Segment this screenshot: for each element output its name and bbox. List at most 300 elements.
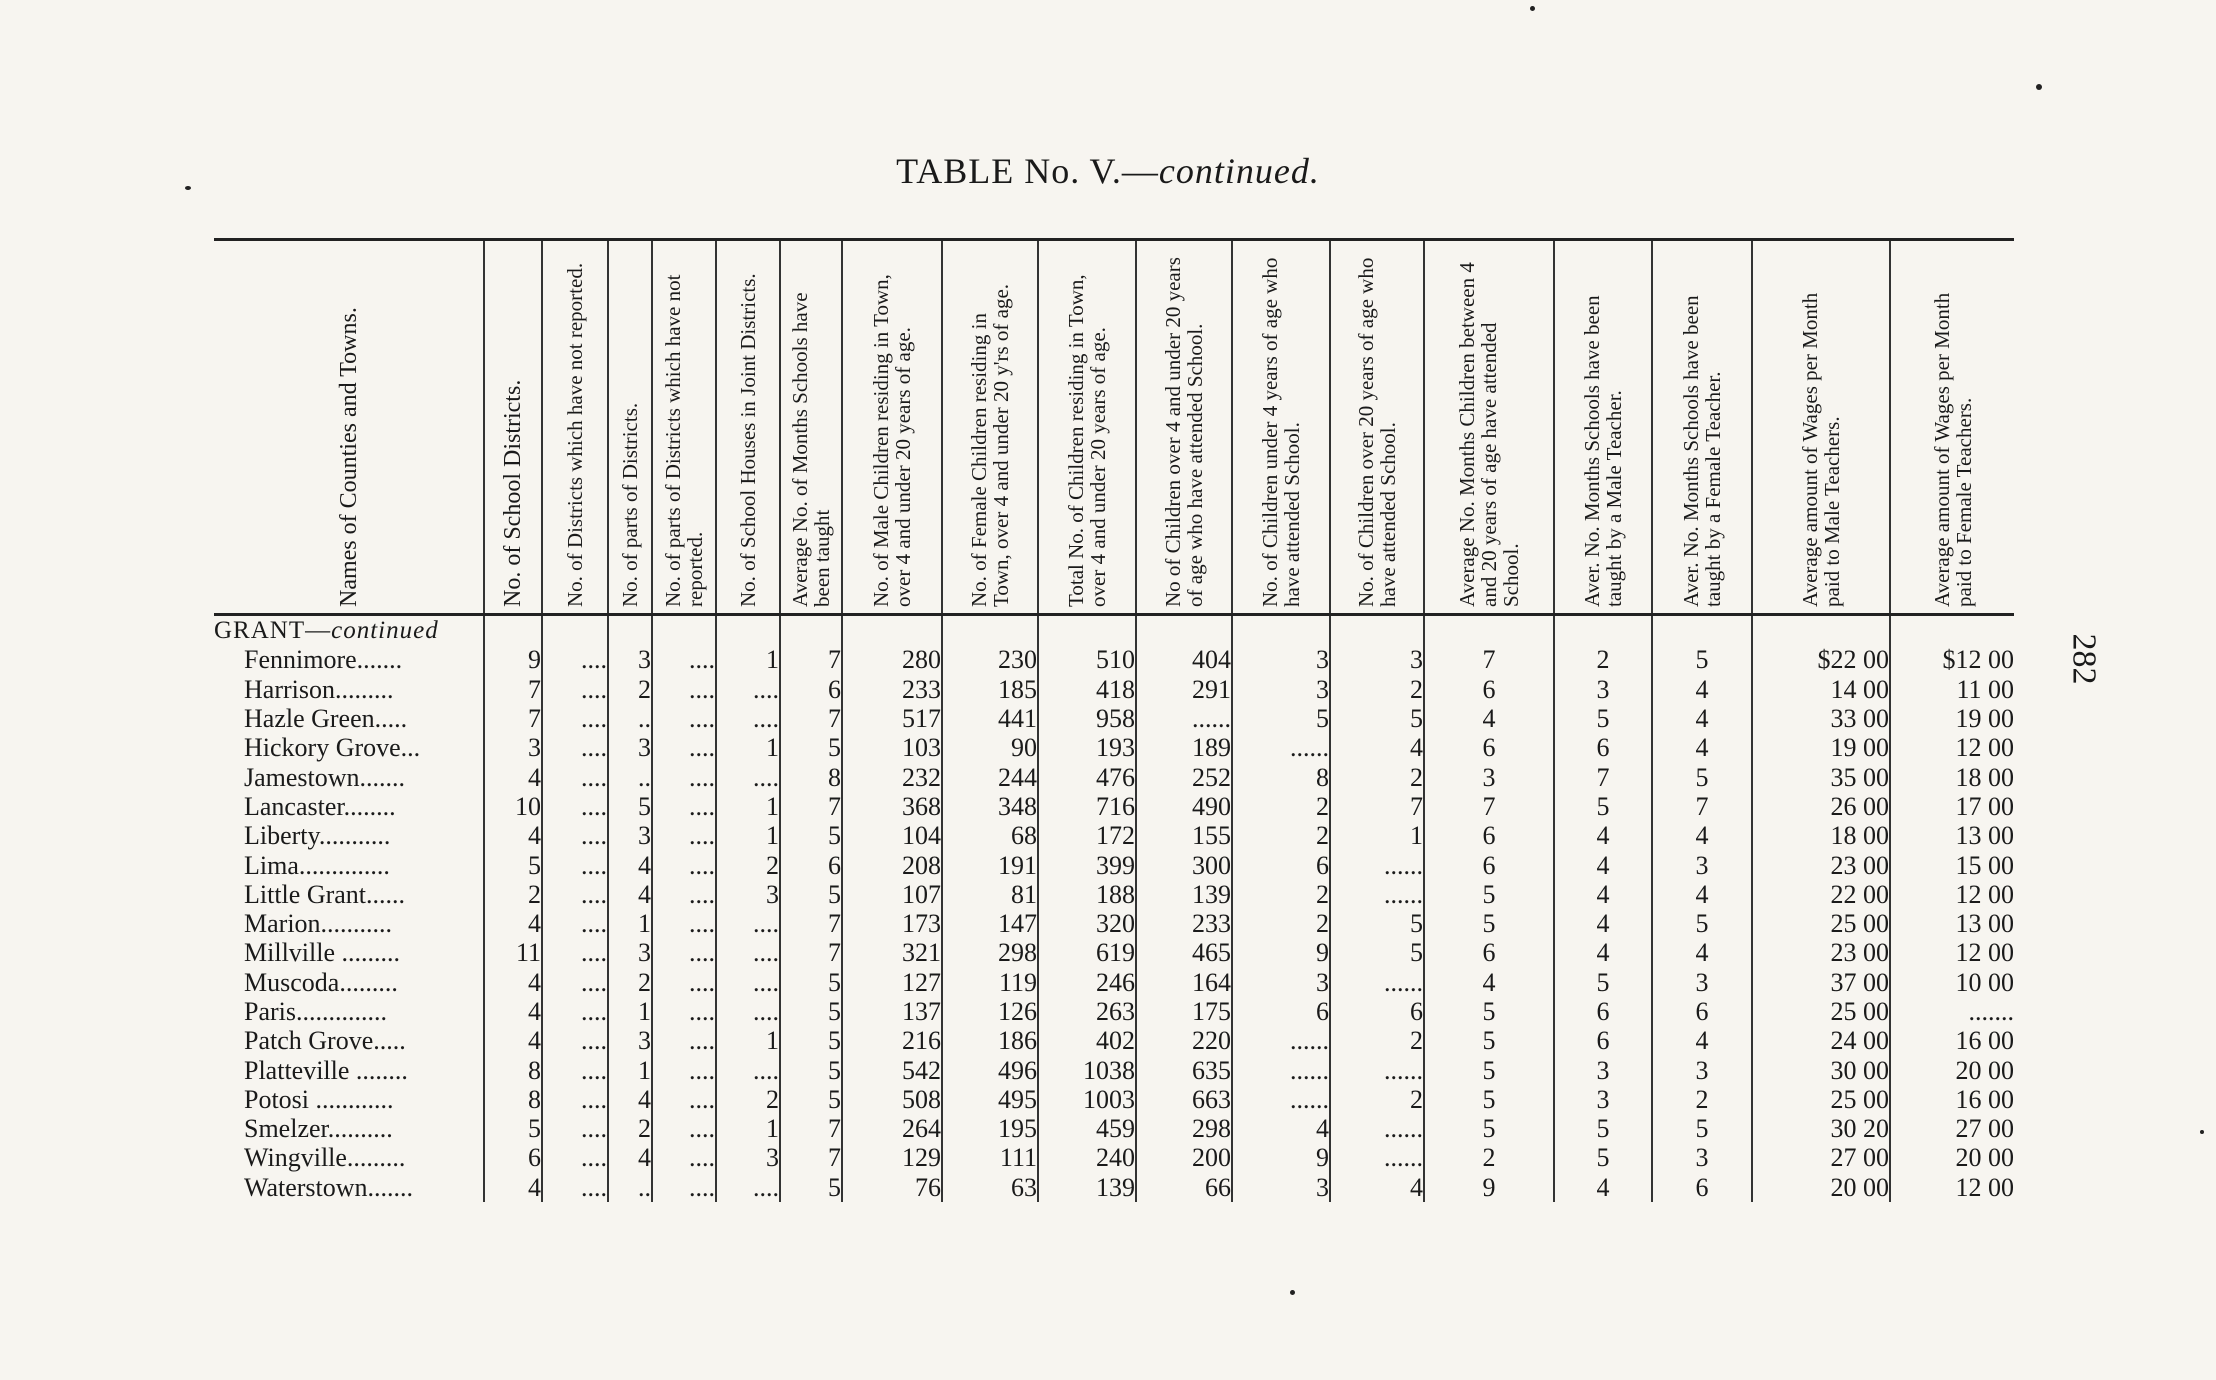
wages-male-cell: 22 00 xyxy=(1752,880,1890,909)
children-attended-cell: 189 xyxy=(1136,733,1232,762)
wages-male-cell: 30 00 xyxy=(1752,1055,1890,1084)
table-row xyxy=(214,733,2014,762)
joint-school-houses-cell: .... xyxy=(716,1055,780,1084)
school-districts-cell: 8 xyxy=(484,1055,542,1084)
months-female-teacher-cell: 4 xyxy=(1652,704,1752,733)
table-row xyxy=(214,1026,2014,1055)
table-row xyxy=(214,938,2014,967)
avg-months-taught-cell: 7 xyxy=(780,909,842,938)
school-districts-cell: 7 xyxy=(484,675,542,704)
parts-not-reported-cell: .... xyxy=(652,645,716,674)
male-children-cell: 368 xyxy=(842,792,942,821)
male-children-cell: 321 xyxy=(842,938,942,967)
avg-months-taught-cell: 5 xyxy=(780,733,842,762)
joint-school-houses-cell: .... xyxy=(716,762,780,791)
male-children-cell: 103 xyxy=(842,733,942,762)
group-row xyxy=(214,615,2014,646)
school-districts-cell: 4 xyxy=(484,1173,542,1202)
female-children-cell: 191 xyxy=(942,850,1038,879)
table-body xyxy=(214,615,2014,1202)
children-attended-cell: 291 xyxy=(1136,675,1232,704)
months-female-teacher-cell: 5 xyxy=(1652,645,1752,674)
over-20-attended-cell: 2 xyxy=(1330,675,1424,704)
avg-months-attended-cell: 5 xyxy=(1424,909,1554,938)
table-row xyxy=(214,968,2014,997)
page-title: TABLE No. V.—continued. xyxy=(896,151,1320,191)
total-children-cell: 476 xyxy=(1038,762,1136,791)
joint-school-houses-cell: .... xyxy=(716,1173,780,1202)
children-attended-cell: 465 xyxy=(1136,938,1232,967)
column-header: No. of Children over 20 years of age who have attended School. xyxy=(1330,240,1424,615)
under-4-attended-cell: ...... xyxy=(1232,1085,1330,1114)
avg-months-attended-cell: 5 xyxy=(1424,880,1554,909)
districts-not-reported-cell: .... xyxy=(542,938,608,967)
column-header: Average No. of Months Schools have been taught xyxy=(780,240,842,615)
over-20-attended-cell: 2 xyxy=(1330,1085,1424,1114)
joint-school-houses-cell: 1 xyxy=(716,821,780,850)
wages-female-cell: 17 00 xyxy=(1890,792,2014,821)
column-header: Average No. Months Children between 4 and 20 years of age have attended School. xyxy=(1424,240,1554,615)
parts-of-districts-cell: 4 xyxy=(608,1143,652,1172)
joint-school-houses-cell: 1 xyxy=(716,1114,780,1143)
school-districts-cell: 7 xyxy=(484,704,542,733)
children-attended-cell: 139 xyxy=(1136,880,1232,909)
months-female-teacher-cell: 4 xyxy=(1652,938,1752,967)
parts-not-reported-cell: .... xyxy=(652,997,716,1026)
under-4-attended-cell: 4 xyxy=(1232,1114,1330,1143)
town-name-cell: Muscoda......... xyxy=(244,967,398,997)
wages-male-cell: 37 00 xyxy=(1752,968,1890,997)
joint-school-houses-cell: .... xyxy=(716,704,780,733)
ink-speck xyxy=(2200,1130,2204,1134)
female-children-cell: 111 xyxy=(942,1143,1038,1172)
parts-of-districts-cell: 2 xyxy=(608,1114,652,1143)
female-children-cell: 63 xyxy=(942,1173,1038,1202)
total-children-cell: 418 xyxy=(1038,675,1136,704)
months-female-teacher-cell: 5 xyxy=(1652,1114,1752,1143)
parts-of-districts-cell: 2 xyxy=(608,675,652,704)
avg-months-attended-cell: 6 xyxy=(1424,821,1554,850)
avg-months-taught-cell: 5 xyxy=(780,968,842,997)
avg-months-taught-cell: 5 xyxy=(780,821,842,850)
under-4-attended-cell: 5 xyxy=(1232,704,1330,733)
districts-not-reported-cell: .... xyxy=(542,1114,608,1143)
children-attended-cell: 252 xyxy=(1136,762,1232,791)
months-female-teacher-cell: 3 xyxy=(1652,1143,1752,1172)
under-4-attended-cell: ...... xyxy=(1232,1055,1330,1084)
districts-not-reported-cell: .... xyxy=(542,1055,608,1084)
table-row xyxy=(214,792,2014,821)
school-districts-cell: 8 xyxy=(484,1085,542,1114)
wages-female-cell: 19 00 xyxy=(1890,704,2014,733)
children-attended-cell: 200 xyxy=(1136,1143,1232,1172)
months-male-teacher-cell: 7 xyxy=(1554,762,1652,791)
months-female-teacher-cell: 4 xyxy=(1652,1026,1752,1055)
months-male-teacher-cell: 3 xyxy=(1554,1085,1652,1114)
ink-speck xyxy=(2036,84,2042,90)
town-name-cell: Marion........... xyxy=(244,909,393,939)
avg-months-attended-cell: 6 xyxy=(1424,938,1554,967)
months-female-teacher-cell: 5 xyxy=(1652,909,1752,938)
districts-not-reported-cell: .... xyxy=(542,1085,608,1114)
over-20-attended-cell: 2 xyxy=(1330,1026,1424,1055)
total-children-cell: 1003 xyxy=(1038,1085,1136,1114)
children-attended-cell: 404 xyxy=(1136,645,1232,674)
months-male-teacher-cell: 3 xyxy=(1554,1055,1652,1084)
wages-female-cell: 16 00 xyxy=(1890,1085,2014,1114)
under-4-attended-cell: ...... xyxy=(1232,733,1330,762)
ink-speck xyxy=(1290,1290,1295,1295)
months-female-teacher-cell: 6 xyxy=(1652,997,1752,1026)
column-header: No. of Female Children residing in Town, over 4 and under 20 y'rs of age. xyxy=(942,240,1038,615)
children-attended-cell: 175 xyxy=(1136,997,1232,1026)
months-female-teacher-cell: 3 xyxy=(1652,1055,1752,1084)
male-children-cell: 127 xyxy=(842,968,942,997)
districts-not-reported-cell: .... xyxy=(542,704,608,733)
wages-female-cell: 20 00 xyxy=(1890,1143,2014,1172)
wages-female-cell: 12 00 xyxy=(1890,733,2014,762)
total-children-cell: 1038 xyxy=(1038,1055,1136,1084)
parts-not-reported-cell: .... xyxy=(652,968,716,997)
table-row xyxy=(214,762,2014,791)
column-header: Average amount of Wages per Month paid to Male Teachers. xyxy=(1752,240,1890,615)
parts-not-reported-cell: .... xyxy=(652,1173,716,1202)
months-female-teacher-cell: 3 xyxy=(1652,968,1752,997)
months-female-teacher-cell: 5 xyxy=(1652,762,1752,791)
wages-female-cell: 11 00 xyxy=(1890,675,2014,704)
districts-not-reported-cell: .... xyxy=(542,850,608,879)
children-attended-cell: 298 xyxy=(1136,1114,1232,1143)
wages-female-cell: ....... xyxy=(1890,997,2014,1026)
wages-male-cell: 25 00 xyxy=(1752,1085,1890,1114)
table-row xyxy=(214,704,2014,733)
school-districts-cell: 4 xyxy=(484,968,542,997)
town-name-cell: Fennimore....... xyxy=(244,645,403,675)
avg-months-taught-cell: 5 xyxy=(780,997,842,1026)
table-row xyxy=(214,1143,2014,1172)
over-20-attended-cell: ...... xyxy=(1330,880,1424,909)
parts-of-districts-cell: 3 xyxy=(608,938,652,967)
total-children-cell: 240 xyxy=(1038,1143,1136,1172)
months-male-teacher-cell: 4 xyxy=(1554,880,1652,909)
table-row xyxy=(214,1173,2014,1202)
male-children-cell: 104 xyxy=(842,821,942,850)
male-children-cell: 542 xyxy=(842,1055,942,1084)
total-children-cell: 193 xyxy=(1038,733,1136,762)
months-female-teacher-cell: 4 xyxy=(1652,880,1752,909)
total-children-cell: 399 xyxy=(1038,850,1136,879)
wages-male-cell: 35 00 xyxy=(1752,762,1890,791)
over-20-attended-cell: 2 xyxy=(1330,762,1424,791)
months-male-teacher-cell: 5 xyxy=(1554,968,1652,997)
joint-school-houses-cell: .... xyxy=(716,938,780,967)
male-children-cell: 232 xyxy=(842,762,942,791)
districts-not-reported-cell: .... xyxy=(542,733,608,762)
female-children-cell: 81 xyxy=(942,880,1038,909)
town-name-cell: Hazle Green..... xyxy=(244,704,408,734)
under-4-attended-cell: 3 xyxy=(1232,645,1330,674)
districts-not-reported-cell: .... xyxy=(542,968,608,997)
parts-of-districts-cell: 1 xyxy=(608,909,652,938)
wages-female-cell: 10 00 xyxy=(1890,968,2014,997)
avg-months-attended-cell: 6 xyxy=(1424,850,1554,879)
table-row xyxy=(214,997,2014,1026)
over-20-attended-cell: 5 xyxy=(1330,909,1424,938)
male-children-cell: 280 xyxy=(842,645,942,674)
school-districts-cell: 10 xyxy=(484,792,542,821)
wages-female-cell: 12 00 xyxy=(1890,938,2014,967)
joint-school-houses-cell: 2 xyxy=(716,850,780,879)
over-20-attended-cell: 4 xyxy=(1330,733,1424,762)
avg-months-attended-cell: 6 xyxy=(1424,733,1554,762)
school-districts-cell: 4 xyxy=(484,997,542,1026)
group-label: GRANT—continued xyxy=(214,617,439,645)
town-name-cell: Waterstown....... xyxy=(244,1172,414,1202)
female-children-cell: 185 xyxy=(942,675,1038,704)
parts-not-reported-cell: .... xyxy=(652,704,716,733)
children-attended-cell: 663 xyxy=(1136,1085,1232,1114)
months-male-teacher-cell: 4 xyxy=(1554,1173,1652,1202)
avg-months-taught-cell: 7 xyxy=(780,792,842,821)
table-row xyxy=(214,1055,2014,1084)
joint-school-houses-cell: 3 xyxy=(716,1143,780,1172)
total-children-cell: 320 xyxy=(1038,909,1136,938)
school-districts-cell: 11 xyxy=(484,938,542,967)
male-children-cell: 264 xyxy=(842,1114,942,1143)
male-children-cell: 137 xyxy=(842,997,942,1026)
wages-male-cell: 23 00 xyxy=(1752,938,1890,967)
districts-not-reported-cell: .... xyxy=(542,1143,608,1172)
female-children-cell: 90 xyxy=(942,733,1038,762)
joint-school-houses-cell: 1 xyxy=(716,792,780,821)
avg-months-attended-cell: 5 xyxy=(1424,997,1554,1026)
under-4-attended-cell: 9 xyxy=(1232,1143,1330,1172)
months-male-teacher-cell: 6 xyxy=(1554,733,1652,762)
parts-not-reported-cell: .... xyxy=(652,1114,716,1143)
joint-school-houses-cell: 1 xyxy=(716,645,780,674)
avg-months-attended-cell: 4 xyxy=(1424,968,1554,997)
joint-school-houses-cell: 2 xyxy=(716,1085,780,1114)
parts-not-reported-cell: .... xyxy=(652,1026,716,1055)
wages-male-cell: 23 00 xyxy=(1752,850,1890,879)
over-20-attended-cell: 5 xyxy=(1330,704,1424,733)
wages-male-cell: 26 00 xyxy=(1752,792,1890,821)
female-children-cell: 119 xyxy=(942,968,1038,997)
months-male-teacher-cell: 4 xyxy=(1554,938,1652,967)
children-attended-cell: 66 xyxy=(1136,1173,1232,1202)
town-name-cell: Hickory Grove... xyxy=(244,733,421,763)
parts-of-districts-cell: .. xyxy=(608,704,652,733)
avg-months-taught-cell: 7 xyxy=(780,704,842,733)
avg-months-attended-cell: 5 xyxy=(1424,1055,1554,1084)
town-name-cell: Wingville......... xyxy=(244,1143,406,1173)
avg-months-taught-cell: 8 xyxy=(780,762,842,791)
avg-months-taught-cell: 7 xyxy=(780,645,842,674)
male-children-cell: 173 xyxy=(842,909,942,938)
avg-months-attended-cell: 9 xyxy=(1424,1173,1554,1202)
avg-months-taught-cell: 5 xyxy=(780,1055,842,1084)
table-row xyxy=(214,821,2014,850)
column-header: Average amount of Wages per Month paid to Female Teachers. xyxy=(1890,240,2014,615)
districts-not-reported-cell: .... xyxy=(542,880,608,909)
wages-male-cell: 19 00 xyxy=(1752,733,1890,762)
total-children-cell: 188 xyxy=(1038,880,1136,909)
avg-months-taught-cell: 7 xyxy=(780,1143,842,1172)
months-male-teacher-cell: 6 xyxy=(1554,1026,1652,1055)
parts-of-districts-cell: 2 xyxy=(608,968,652,997)
avg-months-attended-cell: 7 xyxy=(1424,792,1554,821)
over-20-attended-cell: 3 xyxy=(1330,645,1424,674)
parts-not-reported-cell: .... xyxy=(652,880,716,909)
districts-not-reported-cell: .... xyxy=(542,762,608,791)
table-row xyxy=(214,880,2014,909)
female-children-cell: 230 xyxy=(942,645,1038,674)
avg-months-taught-cell: 6 xyxy=(780,675,842,704)
male-children-cell: 208 xyxy=(842,850,942,879)
male-children-cell: 216 xyxy=(842,1026,942,1055)
wages-female-cell: 13 00 xyxy=(1890,909,2014,938)
female-children-cell: 348 xyxy=(942,792,1038,821)
school-districts-cell: 9 xyxy=(484,645,542,674)
town-name-cell: Potosi ............ xyxy=(244,1084,394,1114)
months-male-teacher-cell: 5 xyxy=(1554,792,1652,821)
school-districts-cell: 4 xyxy=(484,762,542,791)
months-male-teacher-cell: 4 xyxy=(1554,850,1652,879)
wages-female-cell: 20 00 xyxy=(1890,1055,2014,1084)
over-20-attended-cell: 7 xyxy=(1330,792,1424,821)
joint-school-houses-cell: .... xyxy=(716,968,780,997)
column-header: No. of School Houses in Joint Districts. xyxy=(716,240,780,615)
total-children-cell: 958 xyxy=(1038,704,1136,733)
town-name-cell: Lancaster........ xyxy=(244,791,396,821)
months-male-teacher-cell: 2 xyxy=(1554,645,1652,674)
wages-female-cell: 12 00 xyxy=(1890,1173,2014,1202)
wages-female-cell: 12 00 xyxy=(1890,880,2014,909)
districts-not-reported-cell: .... xyxy=(542,997,608,1026)
months-male-teacher-cell: 6 xyxy=(1554,997,1652,1026)
town-name-cell: Smelzer.......... xyxy=(244,1114,393,1144)
avg-months-taught-cell: 5 xyxy=(780,880,842,909)
female-children-cell: 68 xyxy=(942,821,1038,850)
parts-of-districts-cell: 3 xyxy=(608,645,652,674)
avg-months-taught-cell: 7 xyxy=(780,938,842,967)
parts-not-reported-cell: .... xyxy=(652,762,716,791)
months-female-teacher-cell: 3 xyxy=(1652,850,1752,879)
parts-of-districts-cell: .. xyxy=(608,1173,652,1202)
parts-of-districts-cell: 4 xyxy=(608,850,652,879)
wages-male-cell: 25 00 xyxy=(1752,909,1890,938)
over-20-attended-cell: ...... xyxy=(1330,1055,1424,1084)
parts-of-districts-cell: 4 xyxy=(608,1085,652,1114)
parts-not-reported-cell: .... xyxy=(652,675,716,704)
months-female-teacher-cell: 4 xyxy=(1652,733,1752,762)
parts-not-reported-cell: .... xyxy=(652,850,716,879)
wages-male-cell: 33 00 xyxy=(1752,704,1890,733)
wages-male-cell: 14 00 xyxy=(1752,675,1890,704)
under-4-attended-cell: 6 xyxy=(1232,997,1330,1026)
districts-not-reported-cell: .... xyxy=(542,1173,608,1202)
children-attended-cell: 233 xyxy=(1136,909,1232,938)
table-row xyxy=(214,675,2014,704)
wages-male-cell: 30 20 xyxy=(1752,1114,1890,1143)
male-children-cell: 129 xyxy=(842,1143,942,1172)
town-name-cell: Paris.............. xyxy=(244,997,387,1026)
total-children-cell: 172 xyxy=(1038,821,1136,850)
over-20-attended-cell: ...... xyxy=(1330,1114,1424,1143)
table-row xyxy=(214,909,2014,938)
under-4-attended-cell: 2 xyxy=(1232,821,1330,850)
over-20-attended-cell: 5 xyxy=(1330,938,1424,967)
children-attended-cell: 635 xyxy=(1136,1055,1232,1084)
wages-male-cell: $22 00 xyxy=(1752,645,1890,674)
parts-of-districts-cell: 5 xyxy=(608,792,652,821)
joint-school-houses-cell: .... xyxy=(716,997,780,1026)
total-children-cell: 510 xyxy=(1038,645,1136,674)
months-female-teacher-cell: 7 xyxy=(1652,792,1752,821)
children-attended-cell: 300 xyxy=(1136,850,1232,879)
avg-months-attended-cell: 3 xyxy=(1424,762,1554,791)
avg-months-attended-cell: 4 xyxy=(1424,704,1554,733)
districts-not-reported-cell: .... xyxy=(542,821,608,850)
male-children-cell: 107 xyxy=(842,880,942,909)
town-name-cell: Jamestown....... xyxy=(244,762,406,792)
under-4-attended-cell: 9 xyxy=(1232,938,1330,967)
school-districts-cell: 5 xyxy=(484,1114,542,1143)
wages-male-cell: 25 00 xyxy=(1752,997,1890,1026)
column-header: Aver. No. Months Schools have been taught by a Female Teacher. xyxy=(1652,240,1752,615)
parts-of-districts-cell: 4 xyxy=(608,880,652,909)
column-header: No of Children over 4 and under 20 years of age who have attended School. xyxy=(1136,240,1232,615)
months-male-teacher-cell: 5 xyxy=(1554,1143,1652,1172)
districts-not-reported-cell: .... xyxy=(542,1026,608,1055)
over-20-attended-cell: 1 xyxy=(1330,821,1424,850)
districts-not-reported-cell: .... xyxy=(542,675,608,704)
male-children-cell: 517 xyxy=(842,704,942,733)
over-20-attended-cell: 4 xyxy=(1330,1173,1424,1202)
ink-speck xyxy=(185,186,191,190)
parts-not-reported-cell: .... xyxy=(652,1143,716,1172)
title-suffix: continued. xyxy=(1158,151,1320,191)
joint-school-houses-cell: 1 xyxy=(716,733,780,762)
town-name-cell: Millville ......... xyxy=(244,938,400,968)
avg-months-attended-cell: 5 xyxy=(1424,1114,1554,1143)
ink-speck xyxy=(1530,6,1535,11)
female-children-cell: 244 xyxy=(942,762,1038,791)
total-children-cell: 459 xyxy=(1038,1114,1136,1143)
months-male-teacher-cell: 4 xyxy=(1554,821,1652,850)
town-name-cell: Liberty........... xyxy=(244,821,391,851)
children-attended-cell: 490 xyxy=(1136,792,1232,821)
school-districts-cell: 4 xyxy=(484,1026,542,1055)
parts-of-districts-cell: 1 xyxy=(608,1055,652,1084)
column-header: Total No. of Children residing in Town, over 4 and under 20 years of age. xyxy=(1038,240,1136,615)
months-male-teacher-cell: 5 xyxy=(1554,704,1652,733)
table-row xyxy=(214,1085,2014,1114)
children-attended-cell: ...... xyxy=(1136,704,1232,733)
parts-not-reported-cell: .... xyxy=(652,821,716,850)
parts-not-reported-cell: .... xyxy=(652,1055,716,1084)
town-name-cell: Harrison......... xyxy=(244,674,394,704)
over-20-attended-cell: 6 xyxy=(1330,997,1424,1026)
months-female-teacher-cell: 2 xyxy=(1652,1085,1752,1114)
parts-not-reported-cell: .... xyxy=(652,938,716,967)
months-male-teacher-cell: 4 xyxy=(1554,909,1652,938)
avg-months-attended-cell: 5 xyxy=(1424,1085,1554,1114)
avg-months-attended-cell: 6 xyxy=(1424,675,1554,704)
months-male-teacher-cell: 5 xyxy=(1554,1114,1652,1143)
under-4-attended-cell: ...... xyxy=(1232,1026,1330,1055)
months-female-teacher-cell: 4 xyxy=(1652,821,1752,850)
